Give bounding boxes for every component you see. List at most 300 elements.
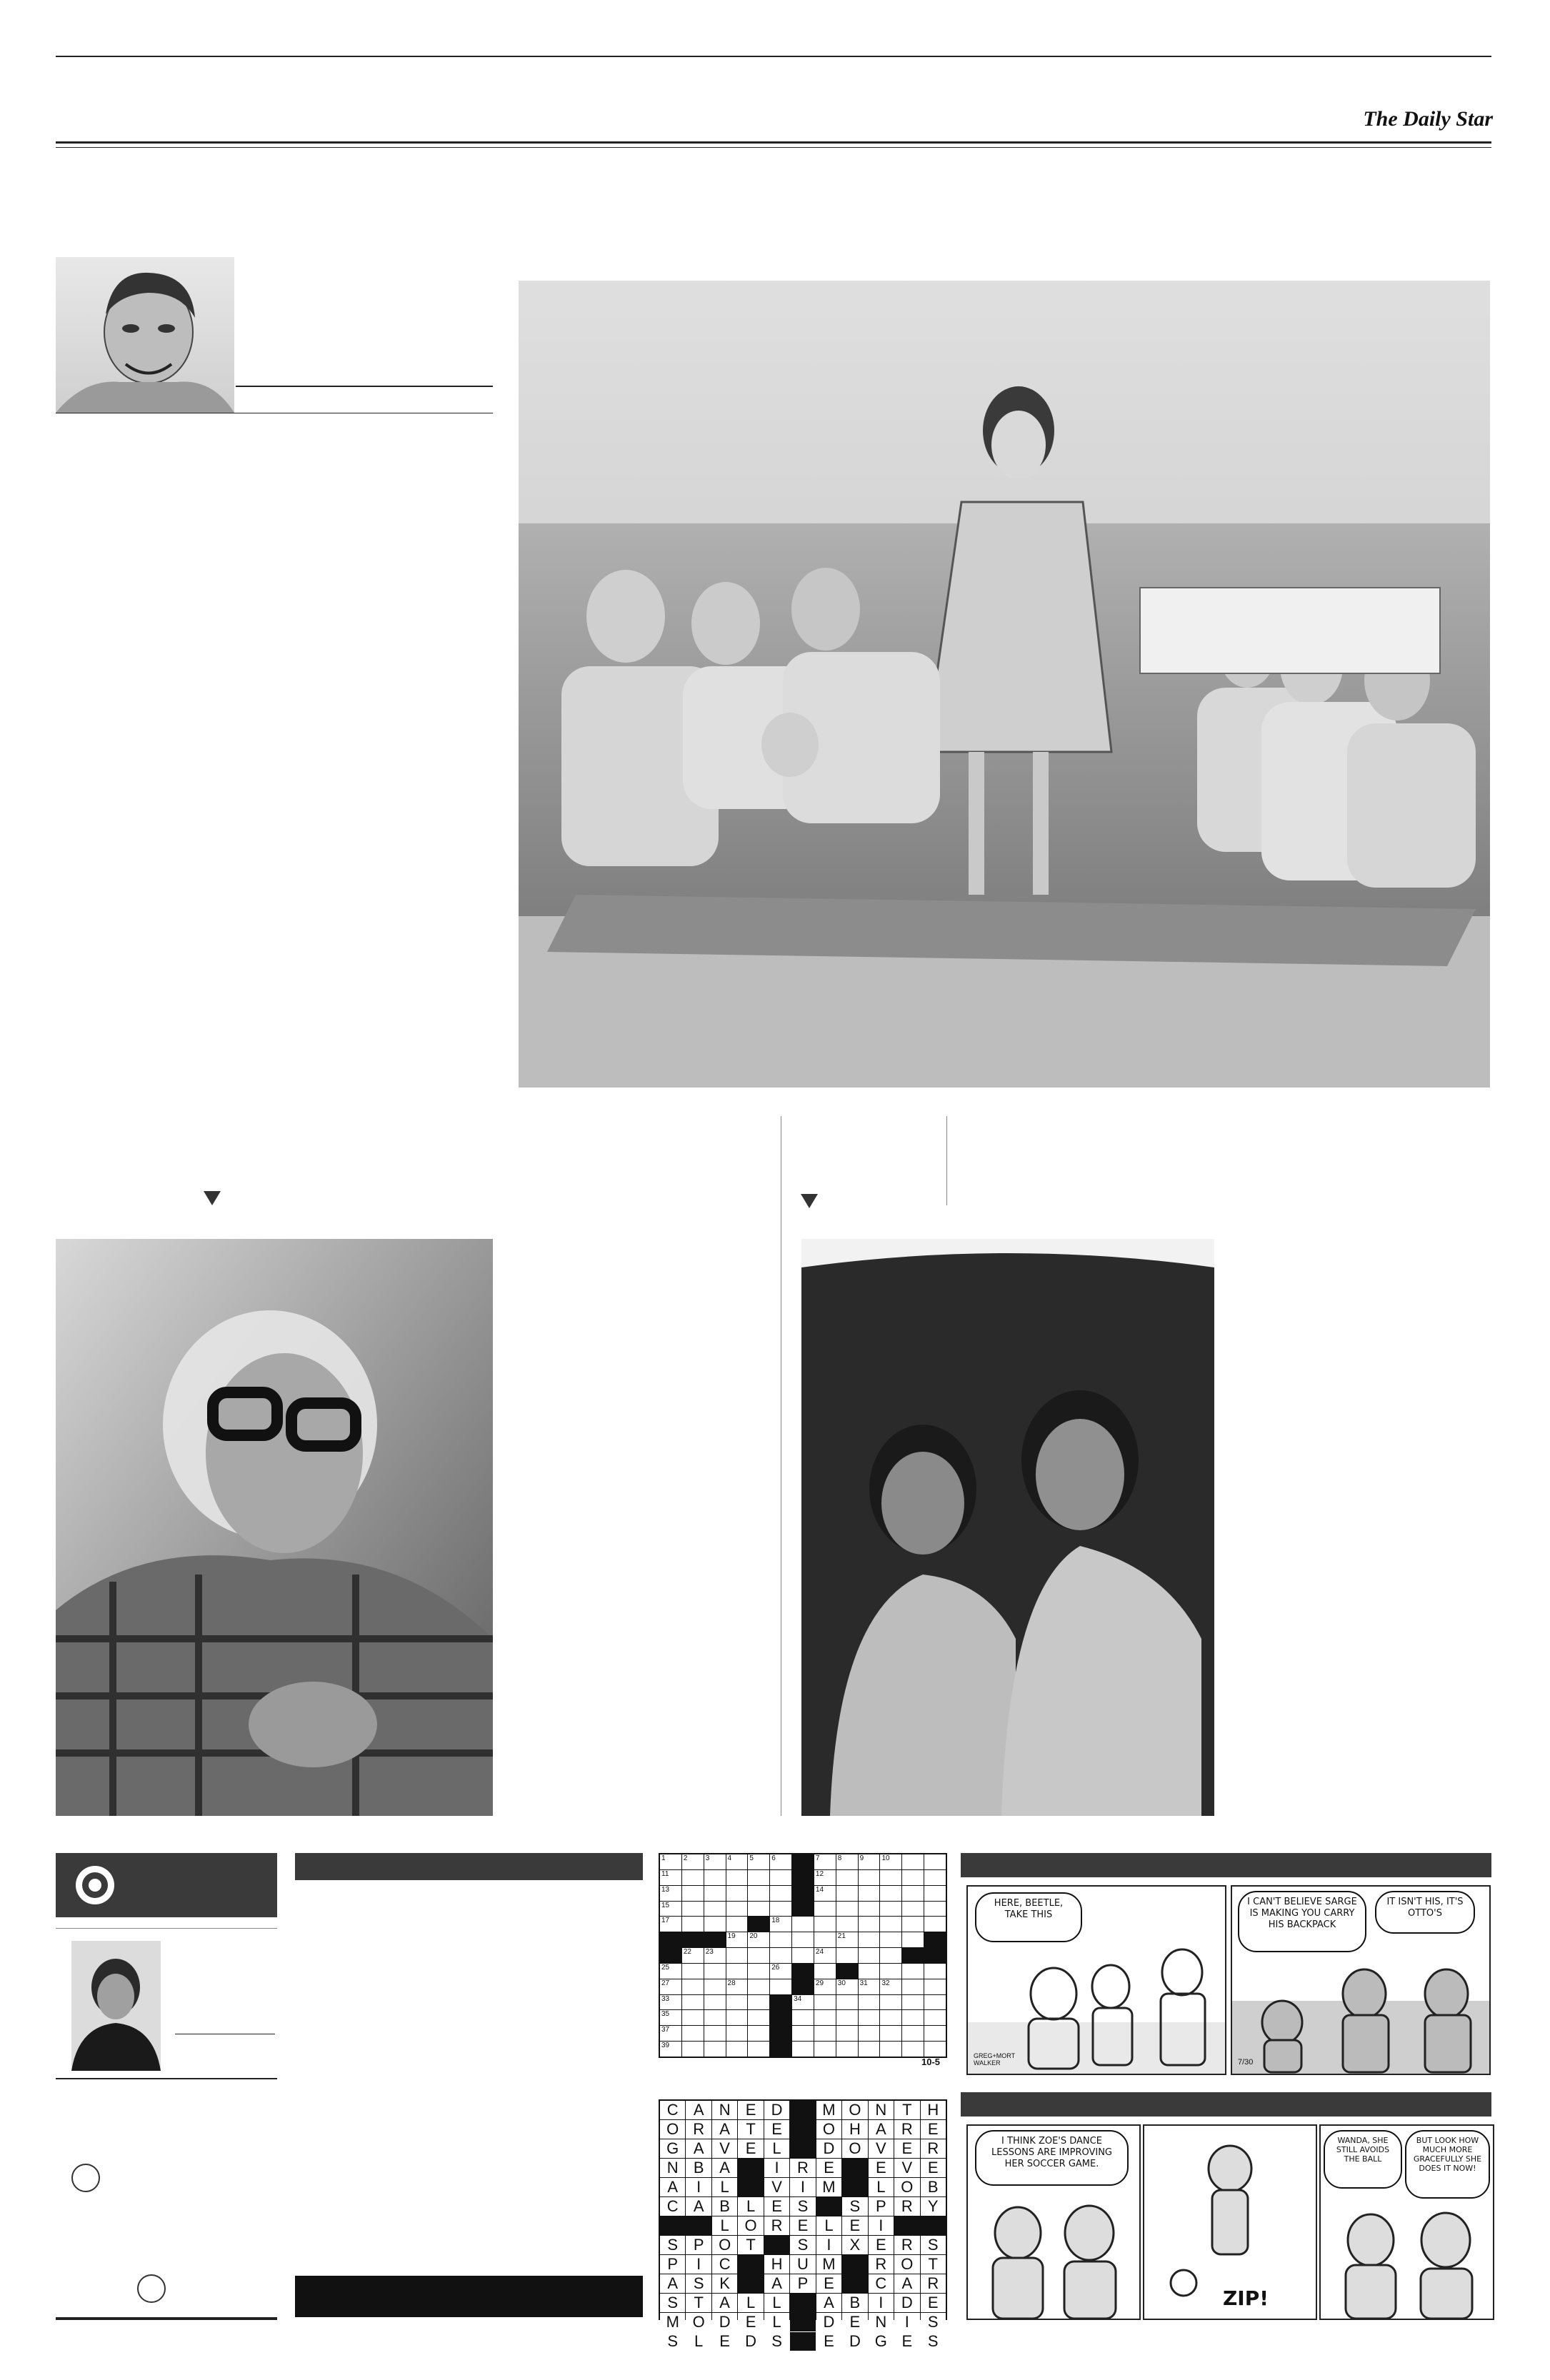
- crossword-cell: [792, 1979, 814, 1994]
- crossword-cell: [748, 1886, 769, 1901]
- crossword-cell-number: 2: [683, 1854, 688, 1862]
- crossword-cell: [704, 2042, 726, 2057]
- solution-letter: E: [771, 2120, 782, 2138]
- crossword-cell: [902, 1995, 924, 2010]
- solution-cell: [790, 2197, 815, 2216]
- crossword-cell: [902, 1932, 924, 1947]
- solution-letter: E: [849, 2313, 861, 2331]
- solution-cell: [869, 2120, 894, 2139]
- crossword-cell: [748, 1854, 769, 1869]
- solution-cell: [894, 2313, 919, 2331]
- solution-cell: [790, 2313, 815, 2331]
- solution-cell: [816, 2332, 841, 2351]
- crossword-cell: [682, 1932, 704, 1947]
- crossword-cell: [792, 1932, 814, 1947]
- crossword-cell: [792, 1886, 814, 1901]
- solution-letter: B: [849, 2294, 861, 2311]
- crossword-cell-number: 29: [815, 1979, 824, 1987]
- solution-cell: [686, 2274, 711, 2293]
- crossword-cell-number: 7: [815, 1854, 820, 1862]
- solution-letter: S: [667, 2332, 679, 2350]
- crossword-cell-number: 9: [859, 1854, 864, 1862]
- solution-cell: [842, 2159, 867, 2177]
- solution-cell: [790, 2216, 815, 2235]
- solution-letter: E: [849, 2216, 861, 2234]
- solution-letter: M: [822, 2101, 836, 2119]
- crossword-cell: [704, 1917, 726, 1932]
- crossword-cell: [902, 1870, 924, 1885]
- crossword-cell-number: 14: [815, 1885, 824, 1894]
- crossword-cell: [682, 1964, 704, 1979]
- solution-letter: A: [693, 2197, 704, 2215]
- crossword-cell: [704, 1948, 726, 1963]
- solution-letter: I: [879, 2216, 884, 2234]
- solution-letter: N: [875, 2313, 887, 2331]
- solution-cell: [660, 2236, 685, 2254]
- crossword-cell: [836, 2026, 858, 2041]
- crossword-cell: [682, 2026, 704, 2041]
- crossword-cell: [726, 2042, 748, 2057]
- answer-circle-icon[interactable]: [137, 2274, 166, 2303]
- solution-letter: S: [667, 2236, 679, 2254]
- speech-bubble: I THINK ZOE'S DANCE LESSONS ARE IMPROVING HER SOCCER GAME.: [975, 2130, 1129, 2186]
- solution-letter: S: [797, 2197, 809, 2215]
- crossword-cell: [660, 2026, 681, 2041]
- crossword-cell: [880, 2042, 901, 2057]
- solution-cell: [686, 2139, 711, 2158]
- crossword-cell: [726, 1932, 748, 1947]
- comic-credit: GREG+MORT WALKER: [974, 2052, 1015, 2067]
- crossword-cell: [880, 2026, 901, 2041]
- masthead-rule: [56, 141, 1491, 144]
- solution-cell: [921, 2139, 946, 2158]
- solution-cell: [816, 2294, 841, 2312]
- solution-cell: [894, 2139, 919, 2158]
- crossword-cell: [880, 1932, 901, 1947]
- crossword-cell: [726, 1979, 748, 1994]
- solution-cell: [660, 2332, 685, 2351]
- solution-cell: [921, 2313, 946, 2331]
- solution-letter: E: [771, 2197, 782, 2215]
- solution-letter: X: [849, 2236, 861, 2254]
- solution-letter: I: [826, 2236, 831, 2254]
- solution-cell: [764, 2313, 789, 2331]
- crossword-cell: [726, 1854, 748, 1869]
- solution-cell: [712, 2178, 737, 2196]
- solution-cell: [842, 2216, 867, 2235]
- solution-letter: E: [824, 2274, 834, 2292]
- solution-cell: [764, 2139, 789, 2158]
- comic-panel: [1231, 1885, 1491, 2075]
- solution-cell: [712, 2216, 737, 2235]
- crossword-cell: [836, 1854, 858, 1869]
- crossword-cell: [814, 1964, 836, 1979]
- crossword-cell: [814, 1979, 836, 1994]
- crossword-cell-number: 37: [661, 2026, 670, 2034]
- solution-letter: B: [927, 2178, 939, 2196]
- crossword-cell: [924, 1979, 946, 1994]
- crossword-cell: [748, 1995, 769, 2010]
- solution-cell: [790, 2120, 815, 2139]
- crossword-cell: [880, 1917, 901, 1932]
- solution-cell: [712, 2274, 737, 2293]
- crossword-cell: [748, 1964, 769, 1979]
- crossword-cell: [924, 2042, 946, 2057]
- solution-letter: L: [720, 2178, 729, 2196]
- solution-letter: I: [696, 2255, 701, 2273]
- solution-letter: M: [822, 2178, 836, 2196]
- crossword-cell-number: 15: [661, 1901, 670, 1909]
- solution-cell: [816, 2159, 841, 2177]
- crossword-cell: [924, 1995, 946, 2010]
- solution-letter: O: [822, 2120, 835, 2138]
- solution-letter: E: [745, 2101, 756, 2119]
- solution-letter: E: [927, 2159, 939, 2176]
- solution-letter: R: [927, 2274, 939, 2292]
- comic-header-zoe: [961, 2092, 1491, 2117]
- middle-column-footer: [295, 2276, 643, 2317]
- crossword-cell: [792, 2010, 814, 2025]
- crossword-cell-number: 23: [705, 1948, 714, 1957]
- solution-cell: [686, 2159, 711, 2177]
- solution-cell: [764, 2178, 789, 2196]
- solution-letter: T: [746, 2236, 756, 2254]
- solution-letter: S: [927, 2236, 939, 2254]
- crossword-cell-number: 8: [837, 1854, 842, 1862]
- solution-cell: [842, 2178, 867, 2196]
- crossword-cell: [859, 1979, 880, 1994]
- solution-letter: P: [876, 2197, 886, 2215]
- crossword-cell: [792, 1948, 814, 1963]
- solution-cell: [869, 2178, 894, 2196]
- solution-cell: [660, 2101, 685, 2119]
- crossword-cell: [836, 2042, 858, 2057]
- crossword-cell: [770, 2010, 791, 2025]
- crossword-cell-number: 30: [837, 1979, 846, 1987]
- solution-letter: E: [901, 2139, 913, 2157]
- speech-bubble: WANDA, SHE STILL AVOIDS THE BALL: [1324, 2130, 1402, 2189]
- solution-cell: [764, 2332, 789, 2351]
- crossword-cell: [682, 1886, 704, 1901]
- solution-cell: [790, 2236, 815, 2254]
- solution-letter: N: [875, 2101, 887, 2119]
- crossword-cell: [859, 1932, 880, 1947]
- solution-cell: [738, 2101, 763, 2119]
- crossword-cell: [814, 1870, 836, 1885]
- solution-letter: R: [771, 2216, 783, 2234]
- solution-cell: [842, 2255, 867, 2274]
- solution-letter: B: [693, 2159, 704, 2176]
- crossword-cell: [902, 1886, 924, 1901]
- solution-cell: [686, 2197, 711, 2216]
- solution-letter: R: [693, 2120, 705, 2138]
- crossword-cell: [880, 2010, 901, 2025]
- crossword-cell: [770, 1902, 791, 1917]
- solution-cell: [816, 2255, 841, 2274]
- solution-cell: [660, 2313, 685, 2331]
- crossword-cell: [704, 1870, 726, 1885]
- solution-letter: E: [824, 2332, 834, 2350]
- crossword-cell-number: 5: [749, 1854, 754, 1862]
- crossword-cell: [836, 1870, 858, 1885]
- solution-cell: [869, 2332, 894, 2351]
- solution-cell: [894, 2120, 919, 2139]
- solution-cell: [764, 2101, 789, 2119]
- solution-letter: V: [901, 2159, 913, 2176]
- crossword-cell-number: 34: [794, 1994, 802, 2003]
- solution-cell: [790, 2178, 815, 2196]
- crossword-cell: [792, 2026, 814, 2041]
- speech-bubble: BUT LOOK HOW MUCH MORE GRACEFULLY SHE DOES IT NOW!: [1405, 2130, 1490, 2199]
- solution-cell: [738, 2294, 763, 2312]
- crossword-cell: [660, 1902, 681, 1917]
- solution-letter: D: [771, 2101, 783, 2119]
- solution-cell: [842, 2236, 867, 2254]
- crossword-cell: [660, 1870, 681, 1885]
- crossword-cell-number: 25: [661, 1963, 670, 1972]
- masthead-rule-thin: [56, 147, 1491, 148]
- crossword-cell: [880, 1854, 901, 1869]
- crossword-cell: [902, 2026, 924, 2041]
- crossword-cell-number: 17: [661, 1917, 670, 1925]
- crossword-cell-number: 11: [661, 1869, 669, 1878]
- solution-cell: [790, 2159, 815, 2177]
- top-rule: [56, 56, 1491, 57]
- crossword-cell: [859, 1854, 880, 1869]
- solution-letter: L: [772, 2294, 781, 2311]
- crossword-cell: [859, 1870, 880, 1885]
- solution-cell: [921, 2178, 946, 2196]
- solution-cell: [816, 2274, 841, 2293]
- crossword-cell: [859, 1886, 880, 1901]
- crossword-cell-number: 20: [749, 1932, 758, 1941]
- crossword-cell: [902, 2010, 924, 2025]
- solution-cell: [712, 2332, 737, 2351]
- solution-letter: I: [879, 2294, 884, 2311]
- crossword-grid: [659, 1853, 947, 2058]
- crossword-cell: [748, 2042, 769, 2057]
- crossword-cell: [880, 1995, 901, 2010]
- crossword-cell: [704, 2026, 726, 2041]
- solution-letter: R: [901, 2197, 913, 2215]
- crossword-cell: [924, 1902, 946, 1917]
- solution-letter: V: [876, 2139, 886, 2157]
- crossword-cell-number: 10: [881, 1854, 890, 1862]
- crossword-cell: [704, 1886, 726, 1901]
- solution-cell: [816, 2139, 841, 2158]
- crossword-cell: [814, 1917, 836, 1932]
- crossword-cell-number: 12: [815, 1869, 824, 1878]
- crossword-cell: [836, 1917, 858, 1932]
- solution-letter: E: [745, 2313, 756, 2331]
- solution-cell: [738, 2120, 763, 2139]
- crossword-cell: [682, 1854, 704, 1869]
- crossword-cell-number: 4: [727, 1854, 732, 1862]
- crossword-cell: [704, 1995, 726, 2010]
- speech-bubble: I CAN'T BELIEVE SARGE IS MAKING YOU CARRY HIS BACKPACK: [1238, 1891, 1366, 1952]
- solution-letter: H: [771, 2255, 783, 2273]
- solution-cell: [790, 2332, 815, 2351]
- solution-cell: [712, 2120, 737, 2139]
- solution-letter: L: [746, 2197, 756, 2215]
- solution-letter: A: [771, 2274, 782, 2292]
- crossword-cell: [859, 2042, 880, 2057]
- crossword-cell: [902, 1854, 924, 1869]
- solution-cell: [921, 2274, 946, 2293]
- crossword-cell-number: 32: [881, 1979, 890, 1987]
- solution-cell: [894, 2216, 919, 2235]
- solution-cell: [660, 2274, 685, 2293]
- crossword-cell: [770, 2026, 791, 2041]
- answer-circle-icon[interactable]: [71, 2164, 100, 2192]
- middle-column-header: [295, 1853, 643, 1880]
- solution-letter: O: [901, 2178, 914, 2196]
- solution-letter: L: [694, 2332, 704, 2350]
- crossword-cell: [660, 1979, 681, 1994]
- crossword-cell: [880, 1948, 901, 1963]
- corner-rule-2: [56, 2078, 277, 2079]
- solution-cell: [894, 2294, 919, 2312]
- solution-cell: [660, 2120, 685, 2139]
- solution-letter: S: [667, 2294, 679, 2311]
- solution-letter: A: [719, 2159, 730, 2176]
- solution-cell: [816, 2236, 841, 2254]
- crossword-cell: [660, 1995, 681, 2010]
- crossword-cell: [682, 1948, 704, 1963]
- solution-letter: U: [797, 2255, 809, 2273]
- solution-letter: S: [927, 2313, 939, 2331]
- crossword-cell: [880, 1902, 901, 1917]
- solution-letter: N: [666, 2159, 679, 2176]
- solution-cell: [894, 2197, 919, 2216]
- solution-cell: [894, 2332, 919, 2351]
- solution-cell: [790, 2139, 815, 2158]
- solution-cell: [686, 2120, 711, 2139]
- solution-letter: C: [719, 2255, 731, 2273]
- crossword-cell: [880, 1870, 901, 1885]
- solution-letter: L: [824, 2216, 834, 2234]
- solution-letter: S: [927, 2332, 939, 2350]
- crossword-cell: [792, 1902, 814, 1917]
- comic-panel: [966, 1885, 1226, 2075]
- solution-letter: G: [666, 2139, 679, 2157]
- solution-cell: [816, 2197, 841, 2216]
- crossword-cell: [682, 1995, 704, 2010]
- crossword-cell: [726, 1917, 748, 1932]
- crossword-cell: [792, 1995, 814, 2010]
- crossword-cell: [660, 2010, 681, 2025]
- crossword-cell: [748, 1917, 769, 1932]
- search-bubble-icon: [76, 1866, 114, 1904]
- contributor-photo: [71, 1941, 161, 2071]
- crossword-cell: [770, 1917, 791, 1932]
- crossword-cell: [770, 1870, 791, 1885]
- crossword-cell: [682, 2010, 704, 2025]
- solution-cell: [842, 2332, 867, 2351]
- columnist-portrait: [56, 257, 234, 413]
- solution-letter: P: [667, 2255, 679, 2273]
- solution-cell: [738, 2255, 763, 2274]
- solution-letter: E: [797, 2216, 809, 2234]
- crossword-cell-number: 31: [859, 1979, 868, 1987]
- solution-cell: [738, 2313, 763, 2331]
- solution-cell: [686, 2255, 711, 2274]
- solution-letter: D: [719, 2313, 731, 2331]
- crossword-cell: [770, 1932, 791, 1947]
- crossword-cell: [770, 1964, 791, 1979]
- crossword-cell: [836, 1886, 858, 1901]
- solution-letter: V: [771, 2178, 782, 2196]
- corner-bottom-rule: [56, 2317, 277, 2320]
- solution-letter: I: [800, 2178, 806, 2196]
- solution-cell: [660, 2255, 685, 2274]
- crossword-cell: [836, 1932, 858, 1947]
- solution-cell: [738, 2274, 763, 2293]
- solution-cell: [686, 2216, 711, 2235]
- crossword-cell: [792, 2042, 814, 2057]
- crossword-cell: [704, 1854, 726, 1869]
- solution-cell: [816, 2313, 841, 2331]
- solution-cell: [869, 2197, 894, 2216]
- crossword-cell: [902, 1979, 924, 1994]
- crossword-cell-number: 19: [727, 1932, 736, 1941]
- solution-cell: [764, 2120, 789, 2139]
- crossword-cell-number: 28: [727, 1979, 736, 1987]
- solution-letter: A: [693, 2139, 704, 2157]
- solution-cell: [686, 2178, 711, 2196]
- solution-cell: [712, 2236, 737, 2254]
- crossword-cell: [792, 1964, 814, 1979]
- crossword-cell: [880, 1964, 901, 1979]
- solution-cell: [686, 2101, 711, 2119]
- crossword-cell-number: 39: [661, 2042, 670, 2050]
- solution-letter: E: [876, 2236, 886, 2254]
- byline-rule: [236, 386, 493, 387]
- group-photo: [519, 281, 1490, 1088]
- solution-letter: S: [693, 2274, 704, 2292]
- solution-cell: [660, 2197, 685, 2216]
- solution-cell: [894, 2101, 919, 2119]
- crossword-cell-number: 21: [837, 1932, 846, 1941]
- solution-letter: O: [744, 2216, 757, 2234]
- crossword-cell: [836, 2010, 858, 2025]
- solution-letter: E: [824, 2159, 834, 2176]
- crossword-cell: [814, 1932, 836, 1947]
- solution-cell: [738, 2236, 763, 2254]
- solution-letter: T: [928, 2255, 938, 2273]
- crossword-cell: [748, 1948, 769, 1963]
- crossword-cell: [814, 2042, 836, 2057]
- solution-letter: S: [797, 2236, 809, 2254]
- crossword-cell: [859, 1948, 880, 1963]
- crossword-cell: [682, 1917, 704, 1932]
- solution-cell: [921, 2294, 946, 2312]
- crossword-cell: [726, 2010, 748, 2025]
- solution-cell: [712, 2139, 737, 2158]
- solution-cell: [738, 2139, 763, 2158]
- solution-letter: E: [876, 2159, 886, 2176]
- solution-letter: D: [823, 2313, 835, 2331]
- triangle-marker-icon: [204, 1191, 221, 1205]
- solution-letter: E: [745, 2139, 756, 2157]
- solution-cell: [764, 2236, 789, 2254]
- solution-letter: V: [719, 2139, 730, 2157]
- solution-letter: R: [901, 2120, 913, 2138]
- solution-letter: T: [694, 2294, 704, 2311]
- crossword-cell: [792, 1870, 814, 1885]
- solution-cell: [869, 2101, 894, 2119]
- solution-cell: [842, 2274, 867, 2293]
